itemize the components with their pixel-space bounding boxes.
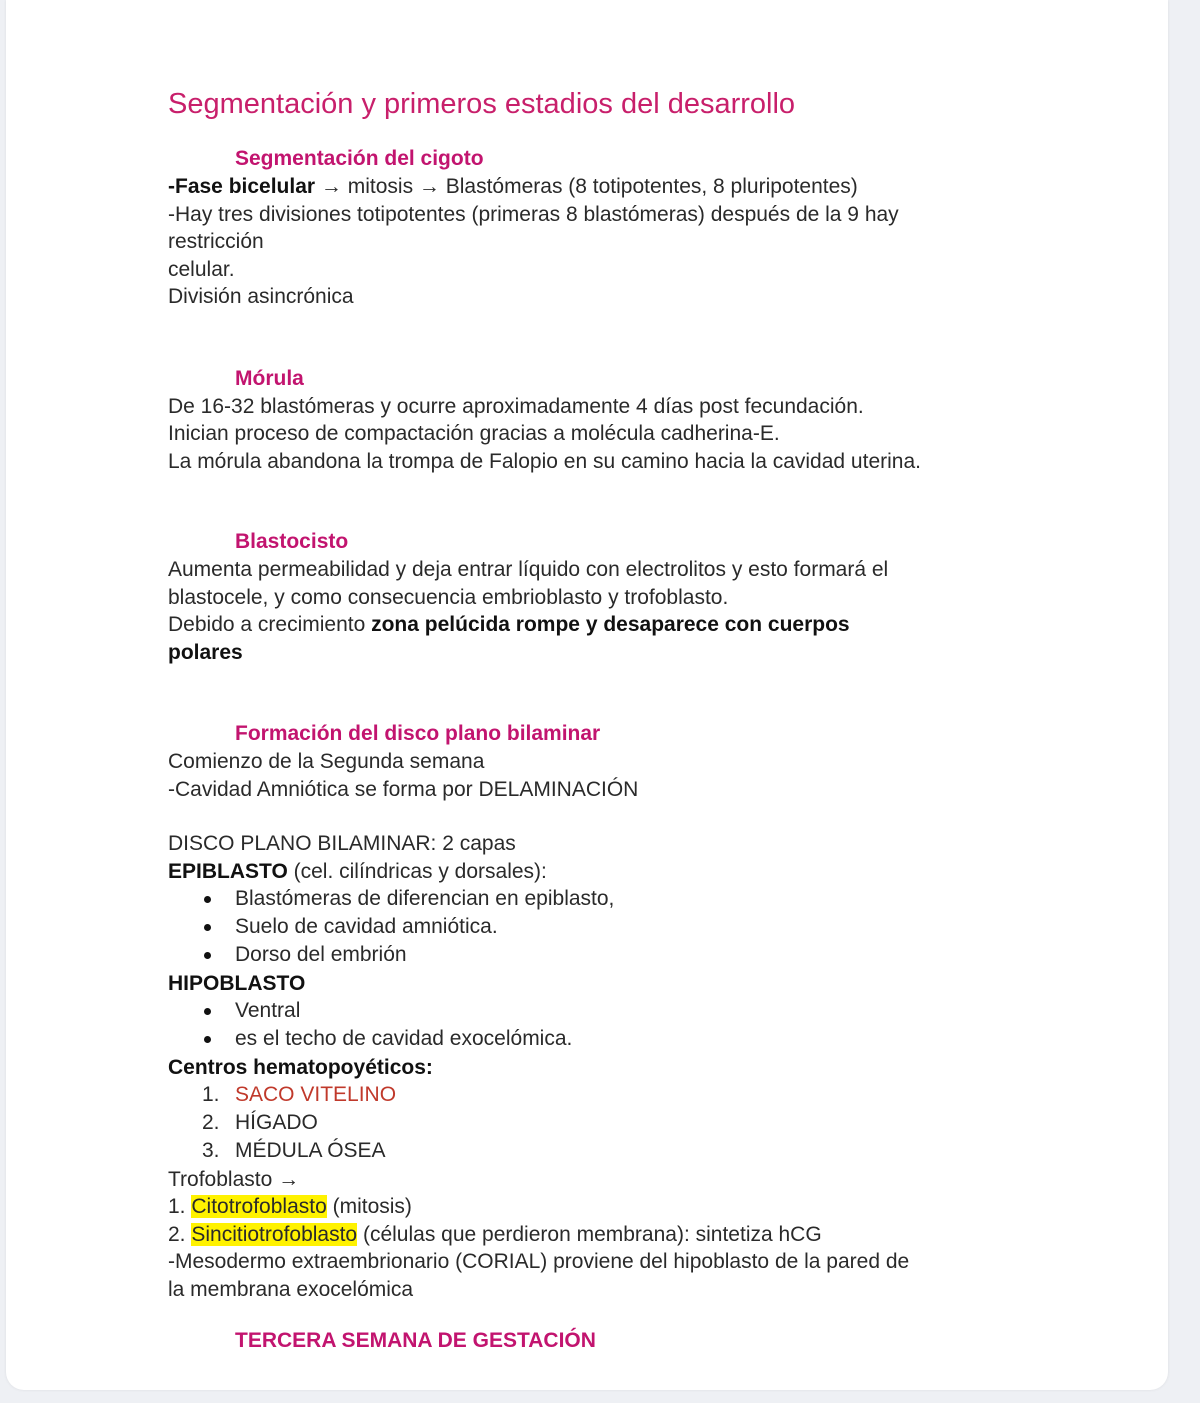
highlighted-text: Citotrofoblasto <box>191 1195 327 1219</box>
list-text: MÉDULA ÓSEA <box>235 1139 386 1163</box>
text-span: 1. <box>168 1195 192 1219</box>
highlighted-text: Sincitiotrofoblasto <box>191 1222 358 1246</box>
document-page <box>6 0 1168 1390</box>
text-line <box>168 970 1038 998</box>
text-line: De 16-32 blastómeras y ocurre aproximadamente 4 días post fecundación. <box>168 394 864 418</box>
list-item: Suelo de cavidad amniótica. <box>168 913 1038 941</box>
bold-text: Centros hematopoyéticos: <box>168 1055 433 1079</box>
text-span: → mitosis → Blastómeras (8 totipotentes, 8 pluripotentes) <box>315 175 858 198</box>
hipoblasto-list <box>168 997 1038 1053</box>
list-item: Ventral <box>168 997 1038 1025</box>
list-number: 3. <box>202 1139 220 1163</box>
text-line <box>168 1054 1038 1082</box>
text-line: blastocele, y como consecuencia embrioblasto y trofoblasto. <box>168 585 729 609</box>
heading-morula: Mórula <box>235 366 304 390</box>
list-number: 2. <box>202 1111 220 1135</box>
list-item: Dorso del embrión <box>168 941 1038 969</box>
text-line <box>168 1193 1038 1221</box>
spacer <box>168 666 1038 693</box>
heading-tercera-semana: TERCERA SEMANA DE GESTACIÓN <box>235 1329 596 1353</box>
list-item <box>168 1109 1038 1137</box>
spacer <box>168 693 1038 720</box>
epiblasto-list <box>168 885 1038 970</box>
text-line: Inician proceso de compactación gracias a molécula cadherina-E. <box>168 422 780 445</box>
document-title: Segmentación y primeros estadios del desarrollo <box>168 88 796 120</box>
text-line: División asincrónica <box>168 285 354 308</box>
text-line: La mórula abandona la trompa de Falopio en su camino hacia la cavidad uterina. <box>168 449 921 473</box>
spacer <box>168 311 1038 338</box>
list-item <box>168 1137 1038 1165</box>
bold-text: polares <box>168 640 243 664</box>
spacer <box>168 803 1038 830</box>
text-span: (células que perdieron membrana): sintetiza hCG <box>357 1222 822 1246</box>
list-item: Blastómeras de diferencian en epiblasto, <box>168 885 1038 913</box>
bold-text: -Fase bicelular <box>168 175 316 198</box>
text-line <box>168 611 1038 639</box>
text-line <box>168 858 1038 886</box>
text-span: Debido a crecimiento <box>168 613 372 636</box>
text-line: Aumenta permeabilidad y deja entrar líquido con electrolitos y esto formará el <box>168 558 889 581</box>
text-line: -Mesodermo extraembrionario (CORIAL) proviene del hipoblasto de la pared de <box>168 1250 910 1274</box>
list-text: SACO VITELINO <box>235 1083 397 1107</box>
text-line <box>168 173 1038 201</box>
text-line: -Hay tres divisiones totipotentes (primeras 8 blastómeras) después de la 9 hay <box>168 202 899 226</box>
text-span: 2. <box>168 1222 192 1246</box>
text-line: celular. <box>168 257 235 281</box>
text-line: restricción <box>168 230 264 253</box>
heading-blastocisto: Blastocisto <box>235 530 349 553</box>
text-line: -Cavidad Amniótica se forma por DELAMINACIÓN <box>168 777 639 801</box>
bold-text: HIPOBLASTO <box>168 971 306 995</box>
text-line: Trofoblasto → <box>168 1167 300 1191</box>
document-content <box>168 84 1038 1355</box>
text-line <box>168 1221 1038 1249</box>
heading-disco-bilaminar: Formación del disco plano bilaminar <box>235 722 601 745</box>
list-number: 1. <box>202 1083 220 1107</box>
centros-list <box>168 1081 1038 1166</box>
spacer <box>168 338 1038 365</box>
bold-text: EPIBLASTO <box>168 859 288 883</box>
text-line: DISCO PLANO BILAMINAR: 2 capas <box>168 832 516 855</box>
spacer <box>168 475 1038 502</box>
bold-text: zona pelúcida rompe y desaparece con cuerpos <box>371 613 850 636</box>
text-span: (mitosis) <box>326 1195 412 1219</box>
list-item: es el techo de cavidad exocelómica. <box>168 1025 1038 1053</box>
text-line <box>168 639 1038 667</box>
text-line: Comienzo de la Segunda semana <box>168 750 485 773</box>
list-text: HÍGADO <box>235 1111 318 1135</box>
list-item <box>168 1081 1038 1109</box>
heading-segmentacion: Segmentación del cigoto <box>235 147 484 170</box>
spacer <box>168 502 1038 528</box>
text-span: (cel. cilíndricas y dorsales): <box>287 859 547 883</box>
text-line: la membrana exocelómica <box>168 1277 414 1301</box>
